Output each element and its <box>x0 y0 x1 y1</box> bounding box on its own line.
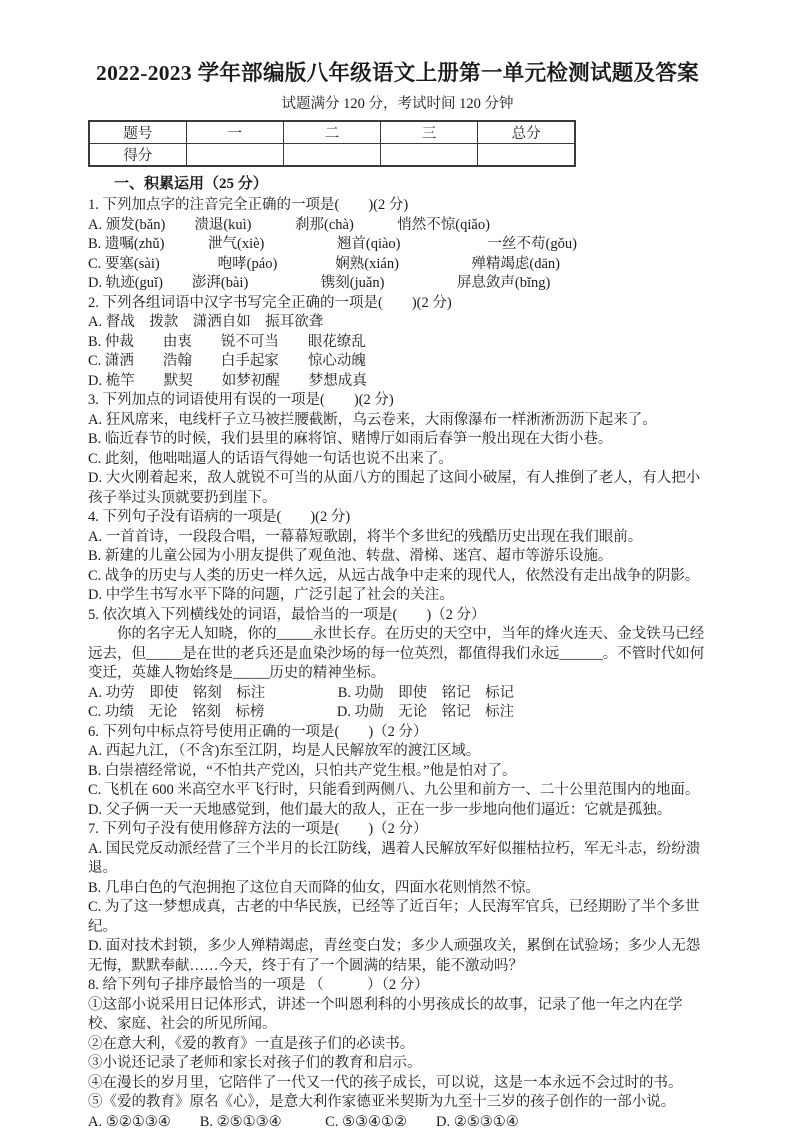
score-table-cell <box>283 144 380 167</box>
question-4-line-2: B. 新建的儿童公园为小朋友提供了观鱼池、转盘、滑梯、迷宫、超市等游乐设施。 <box>88 547 707 567</box>
question-5-line-3: C. 功绩 无论 铭刻 标榜 D. 功勋 无论 铭记 标注 <box>88 703 707 723</box>
question-2-line-1: A. 督战 拨款 潇洒自如 振耳欲聋 <box>88 313 707 333</box>
score-table-cell <box>381 144 478 167</box>
question-2-line-4: D. 桅竿 默契 如梦初醒 梦想成真 <box>88 372 707 392</box>
score-table <box>88 120 576 167</box>
question-8-line-4: ④在漫长的岁月里，它陪伴了一代又一代的孩子成长，可以说，这是一本永远不会过时的书。 <box>88 1074 707 1094</box>
score-table-score-row <box>89 144 575 167</box>
question-1-stem: 1. 下列加点字的注音完全正确的一项是( )(2 分) <box>88 196 707 216</box>
question-7-line-4: D. 面对技术封锁，多少人殚精竭虑，青丝变白发；多少人顽强攻关，累倒在试验场；多少人无怨无悔，默默奉献……今天，终于有了一个圆满的结果，能不激动吗？ <box>88 937 707 976</box>
question-1-line-4: D. 轨迹(guǐ) 澎湃(bài) 镌刻(juǎn) 屏息敛声(bǐng) <box>88 274 707 294</box>
score-table-header-cell: 二 <box>283 121 380 144</box>
question-4-stem: 4. 下列句子没有语病的一项是( )(2 分) <box>88 508 707 528</box>
question-8-line-1: ①这部小说采用日记体形式，讲述一个叫恩利科的小男孩成长的故事，记录了他一年之内在学校、家庭、社会的所见所闻。 <box>88 996 707 1035</box>
score-table-header-cell: 总分 <box>478 121 575 144</box>
question-5-line-1: 你的名字无人知晓，你的_____永世长存。在历史的天空中，当年的烽火连天、金戈铁马已经远去，但_____是在世的老兵还是血染沙场的每一位英烈，都值得我们永远______。不管时代如何变迁，英雄人物始终是_____历史的精神坐标。 <box>88 625 707 684</box>
question-7-line-3: C. 为了这一梦想成真，古老的中华民族，已经等了近百年；人民海军官兵，已经期盼了半个多世纪。 <box>88 898 707 937</box>
question-2-line-3: C. 潇洒 浩翰 白手起家 惊心动魄 <box>88 352 707 372</box>
score-table-header-cell: 三 <box>381 121 478 144</box>
question-4-line-3: C. 战争的历史与人类的历史一样久远，从远古战争中走来的现代人，依然没有走出战争的阴影。 <box>88 567 707 587</box>
question-6-line-2: B. 白崇禧经常说，“不怕共产党凶，只怕共产党生根。”他是怕对了。 <box>88 762 707 782</box>
question-8-line-6: A. ⑤②①③④ B. ②⑤①③④ C. ⑤③④①② D. ②⑤③①④ <box>88 1113 707 1132</box>
score-table-header-cell: 题号 <box>89 121 186 144</box>
score-table-header-row <box>89 121 575 144</box>
question-6-line-1: A. 西起九江，（不含)东至江阴，均是人民解放军的渡江区域。 <box>88 742 707 762</box>
page-subtitle: 试题满分 120 分，考试时间 120 分钟 <box>88 92 707 113</box>
question-8-line-5: ⑤《爱的教育》原名《心》，是意大利作家德亚米契斯为九至十三岁的孩子创作的一部小说。 <box>88 1093 707 1113</box>
question-6-line-3: C. 飞机在 600 米高空水平飞行时，只能看到两侧八、九公里和前方一、二十公里范围内的地面。 <box>88 781 707 801</box>
section-heading: 一、积累运用（25 分） <box>114 172 707 193</box>
question-2-stem: 2. 下列各组词语中汉字书写完全正确的一项是( )(2 分) <box>88 294 707 314</box>
question-1-line-3: C. 要塞(sài) 咆哮(páo) 娴熟(xián) 殚精竭虑(dān) <box>88 255 707 275</box>
question-3-line-3: C. 此刻，他咄咄逼人的话语气得她一句话也说不出来了。 <box>88 450 707 470</box>
question-8-line-2: ②在意大利，《爱的教育》一直是孩子们的必读书。 <box>88 1035 707 1055</box>
question-3-line-2: B. 临近春节的时候，我们县里的麻将馆、赌博厅如雨后春笋一般出现在大街小巷。 <box>88 430 707 450</box>
question-5-stem: 5. 依次填入下列横线处的词语，最恰当的一项是( )（2 分） <box>88 606 707 626</box>
question-8-stem: 8. 给下列句子排序最恰当的一项是 （ ）（2 分） <box>88 976 707 996</box>
question-7-stem: 7. 下列句子没有使用修辞方法的一项是( )（2 分） <box>88 820 707 840</box>
question-3-line-4: D. 大火刚着起来，敌人就锐不可当的从面八方的围起了这间小破屋，有人推倒了老人，有人把小孩子举过头顶就要扔到崖下。 <box>88 469 707 508</box>
questions-container <box>88 196 707 1132</box>
question-4-line-4: D. 中学生书写水平下降的问题，广泛引起了社会的关注。 <box>88 586 707 606</box>
question-5-line-2: A. 功劳 即使 铭刻 标注 B. 功勋 即使 铭记 标记 <box>88 684 707 704</box>
question-1-line-2: B. 遗嘱(zhǔ) 泄气(xiè) 翘首(qiào) 一丝不苟(gǒu) <box>88 235 707 255</box>
question-6-line-4: D. 父子俩一天一天地感觉到，他们最大的敌人，正在一步一步地向他们逼近：它就是孤独。 <box>88 801 707 821</box>
page-title: 2022-2023 学年部编版八年级语文上册第一单元检测试题及答案 <box>88 56 707 87</box>
question-1-line-1: A. 颁发(bǎn) 溃退(kuì) 刹那(chà) 悄然不惊(qiǎo) <box>88 216 707 236</box>
question-3-stem: 3. 下列加点的词语使用有误的一项是( )(2 分) <box>88 391 707 411</box>
question-7-line-2: B. 几串白色的气泡拥抱了这位自天而降的仙女，四面水花则悄然不惊。 <box>88 879 707 899</box>
score-table-cell <box>478 144 575 167</box>
question-4-line-1: A. 一首首诗，一段段合唱，一幕幕短歌剧，将半个多世纪的残酷历史出现在我们眼前。 <box>88 528 707 548</box>
question-2-line-2: B. 仲裁 由衷 锐不可当 眼花缭乱 <box>88 333 707 353</box>
question-6-stem: 6. 下列句中标点符号使用正确的一项是( )（2 分） <box>88 723 707 743</box>
score-table-cell: 得分 <box>89 144 186 167</box>
score-table-cell <box>186 144 283 167</box>
score-table-header-cell: 一 <box>186 121 283 144</box>
question-7-line-1: A. 国民党反动派经营了三个半月的长江防线，遇着人民解放军好似摧枯拉朽，军无斗志，纷纷溃退。 <box>88 840 707 879</box>
question-8-line-3: ③小说还记录了老师和家长对孩子们的教育和启示。 <box>88 1054 707 1074</box>
question-3-line-1: A. 狂风席来，电线杆子立马被拦腰截断，乌云卷来，大雨像瀑布一样淅淅沥沥下起来了。 <box>88 411 707 431</box>
